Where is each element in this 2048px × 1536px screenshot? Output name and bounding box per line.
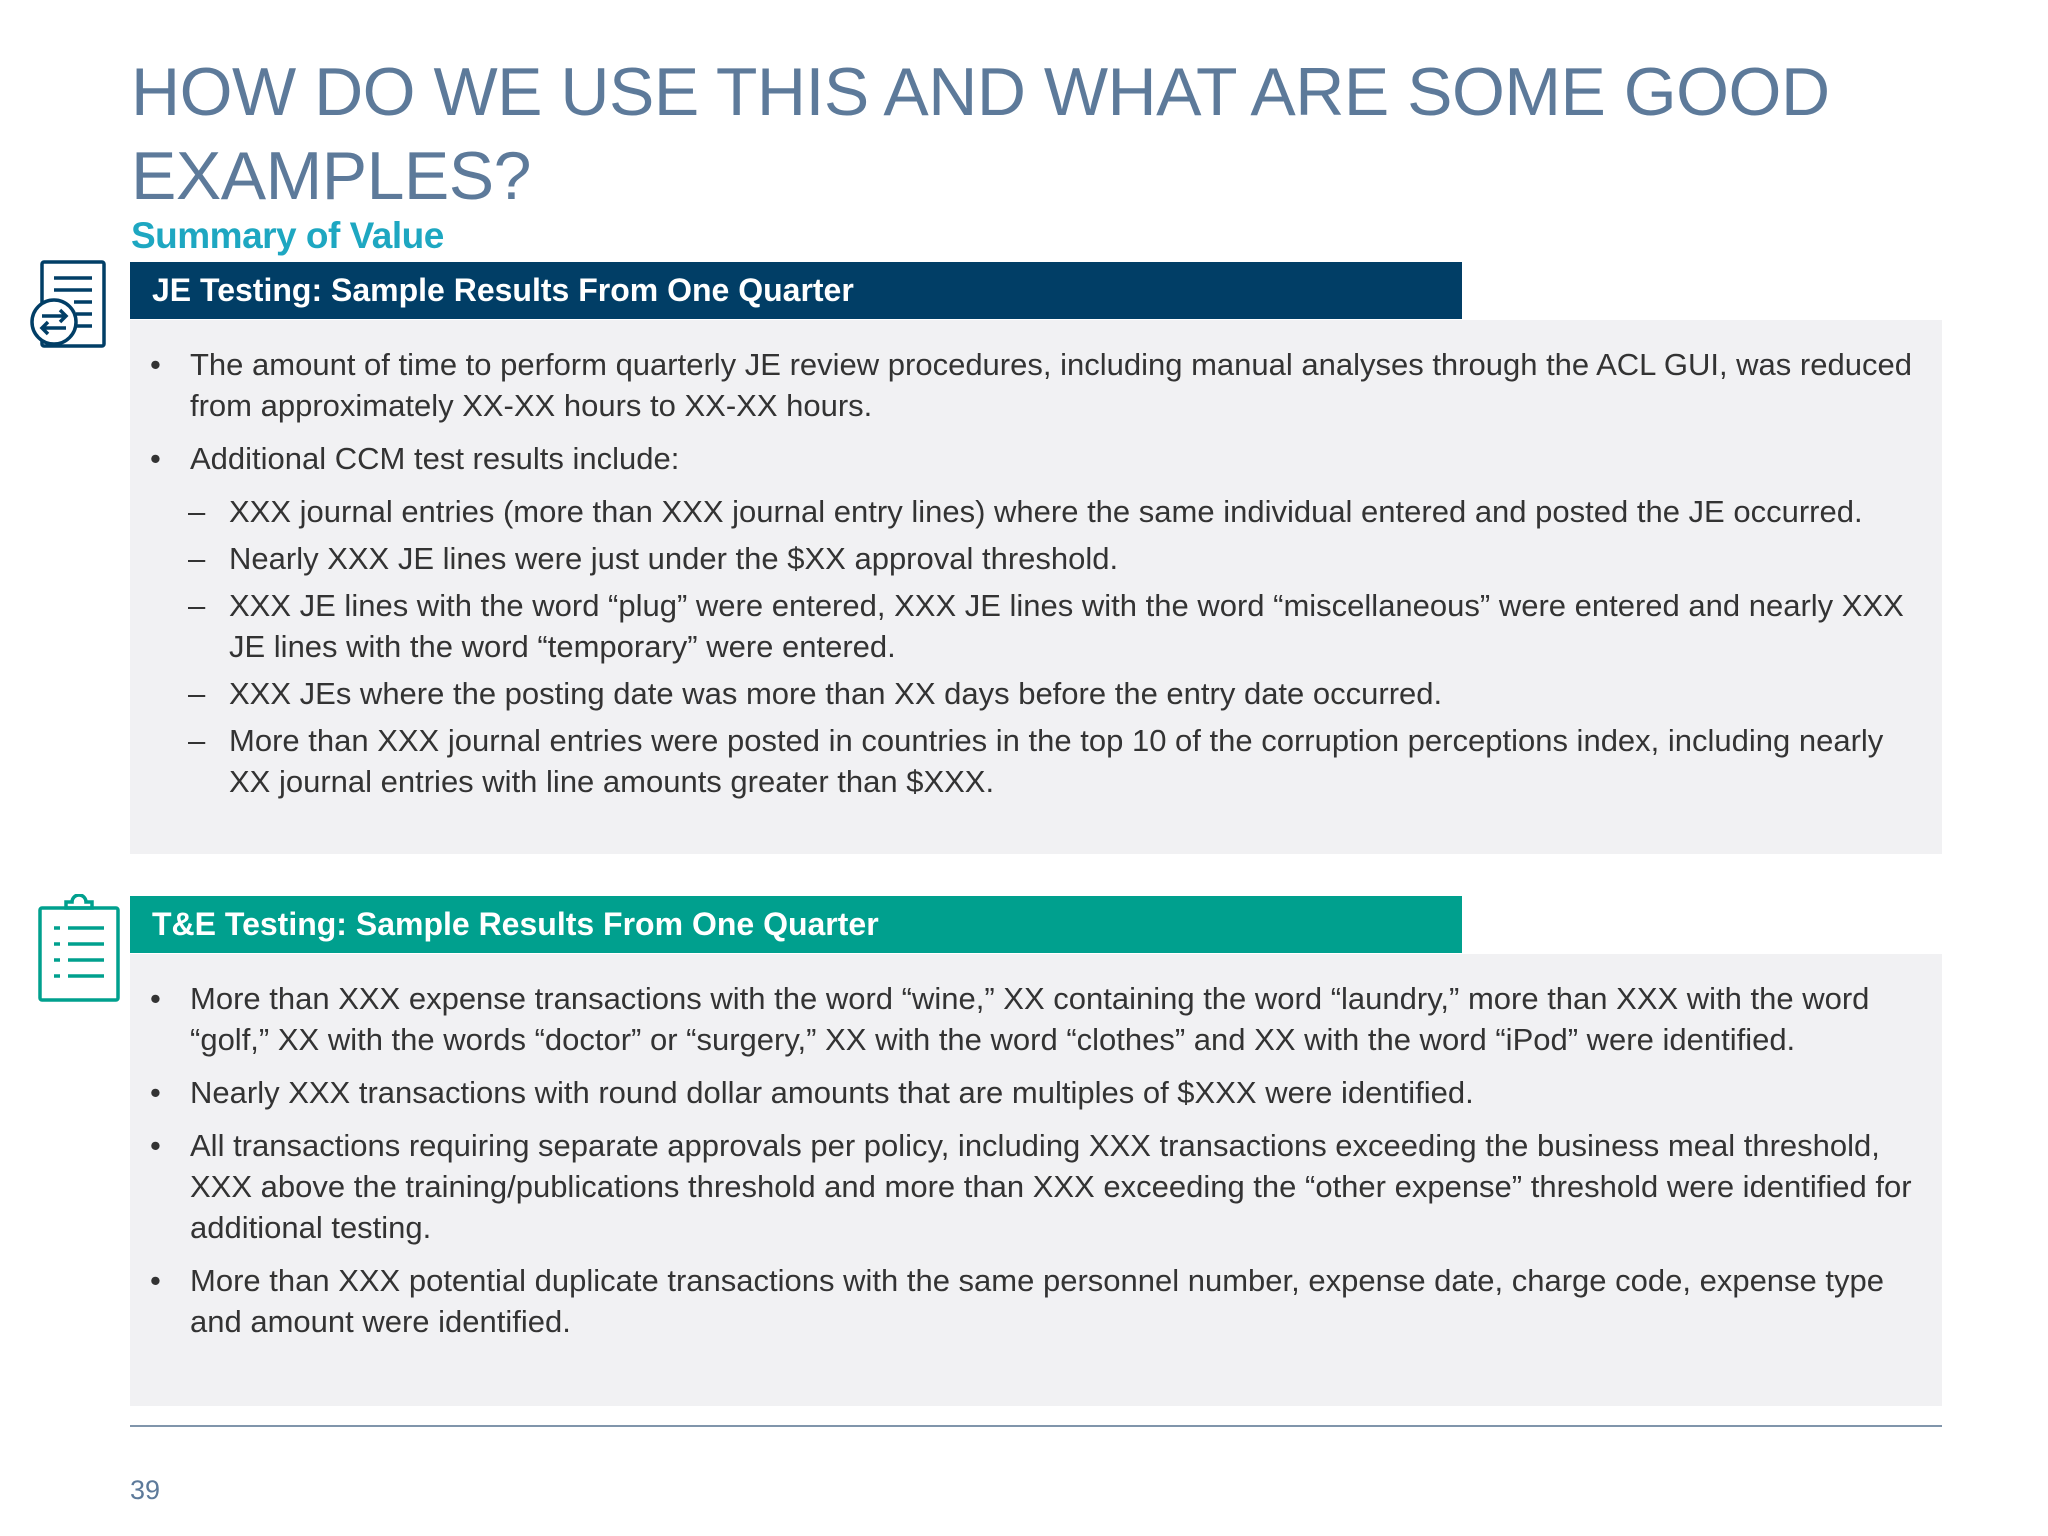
document-exchange-icon <box>28 258 128 358</box>
list-item <box>130 1260 1922 1342</box>
bullet-marker: • <box>150 1075 161 1110</box>
te-results-list <box>130 978 1922 1342</box>
je-section-header: JE Testing: Sample Results From One Quarter <box>130 262 1462 319</box>
list-item-text: Nearly XXX JE lines were just under the $XX approval threshold. <box>229 541 1119 576</box>
list-item-text: Nearly XXX transactions with round dollar amounts that are multiples of $XXX were identified. <box>190 1075 1474 1110</box>
list-item-text: XXX JE lines with the word “plug” were entered, XXX JE lines with the word “miscellaneous” were entered and nearly XXX JE lines with the word “temporary” were entered. <box>229 588 1904 664</box>
list-item-text: More than XXX expense transactions with the word “wine,” XX containing the word “laundry,” more than XXX with the word “golf,” XX with the words “doctor” or “surgery,” XX with the word “clothes” and XX with the word “iPod” were identified. <box>190 981 1870 1057</box>
clipboard-checklist-icon <box>34 894 124 1004</box>
page-title: HOW DO WE USE THIS AND WHAT ARE SOME GOOD EXAMPLES? <box>131 54 1830 214</box>
dash-marker: – <box>188 588 206 623</box>
section-subtitle: Summary of Value <box>131 215 444 256</box>
dash-marker: – <box>188 494 206 529</box>
list-item-text: Additional CCM test results include: <box>190 441 680 476</box>
list-item <box>130 1072 1922 1113</box>
bullet-marker: • <box>150 981 161 1016</box>
te-results-panel <box>130 954 1942 1406</box>
bullet-marker: • <box>150 347 161 382</box>
footer-divider <box>130 1425 1942 1427</box>
list-item-text: All transactions requiring separate approvals per policy, including XXX transactions exceeding the business meal threshold, XXX above the training/publications threshold and more than XXX exceeding the “other expense” threshold were identified for additional testing. <box>190 1128 1912 1245</box>
list-item <box>130 673 1922 714</box>
bullet-marker: • <box>150 441 161 476</box>
list-item <box>130 1125 1922 1248</box>
je-results-list <box>130 344 1922 802</box>
list-item <box>130 978 1922 1060</box>
list-item <box>130 720 1922 802</box>
list-item <box>130 491 1922 532</box>
list-item <box>130 344 1922 426</box>
dash-marker: – <box>188 541 206 576</box>
list-item-text: More than XXX potential duplicate transactions with the same personnel number, expense date, charge code, expense type and amount were identified. <box>190 1263 1884 1339</box>
list-item <box>130 585 1922 667</box>
te-section-header: T&E Testing: Sample Results From One Quarter <box>130 896 1462 953</box>
je-results-panel <box>130 320 1942 854</box>
list-item-text: XXX journal entries (more than XXX journal entry lines) where the same individual entered and posted the JE occurred. <box>229 494 1863 529</box>
list-item-text: More than XXX journal entries were posted in countries in the top 10 of the corruption perceptions index, including nearly XX journal entries with line amounts greater than $XXX. <box>229 723 1884 799</box>
list-item-text: The amount of time to perform quarterly JE review procedures, including manual analyses through the ACL GUI, was reduced from approximately XX-XX hours to XX-XX hours. <box>190 347 1912 423</box>
dash-marker: – <box>188 723 206 758</box>
dash-marker: – <box>188 676 206 711</box>
bullet-marker: • <box>150 1263 161 1298</box>
list-item <box>130 438 1922 479</box>
bullet-marker: • <box>150 1128 161 1163</box>
page-number: 39 <box>130 1475 161 1505</box>
list-item-text: XXX JEs where the posting date was more than XX days before the entry date occurred. <box>229 676 1443 711</box>
list-item <box>130 538 1922 579</box>
